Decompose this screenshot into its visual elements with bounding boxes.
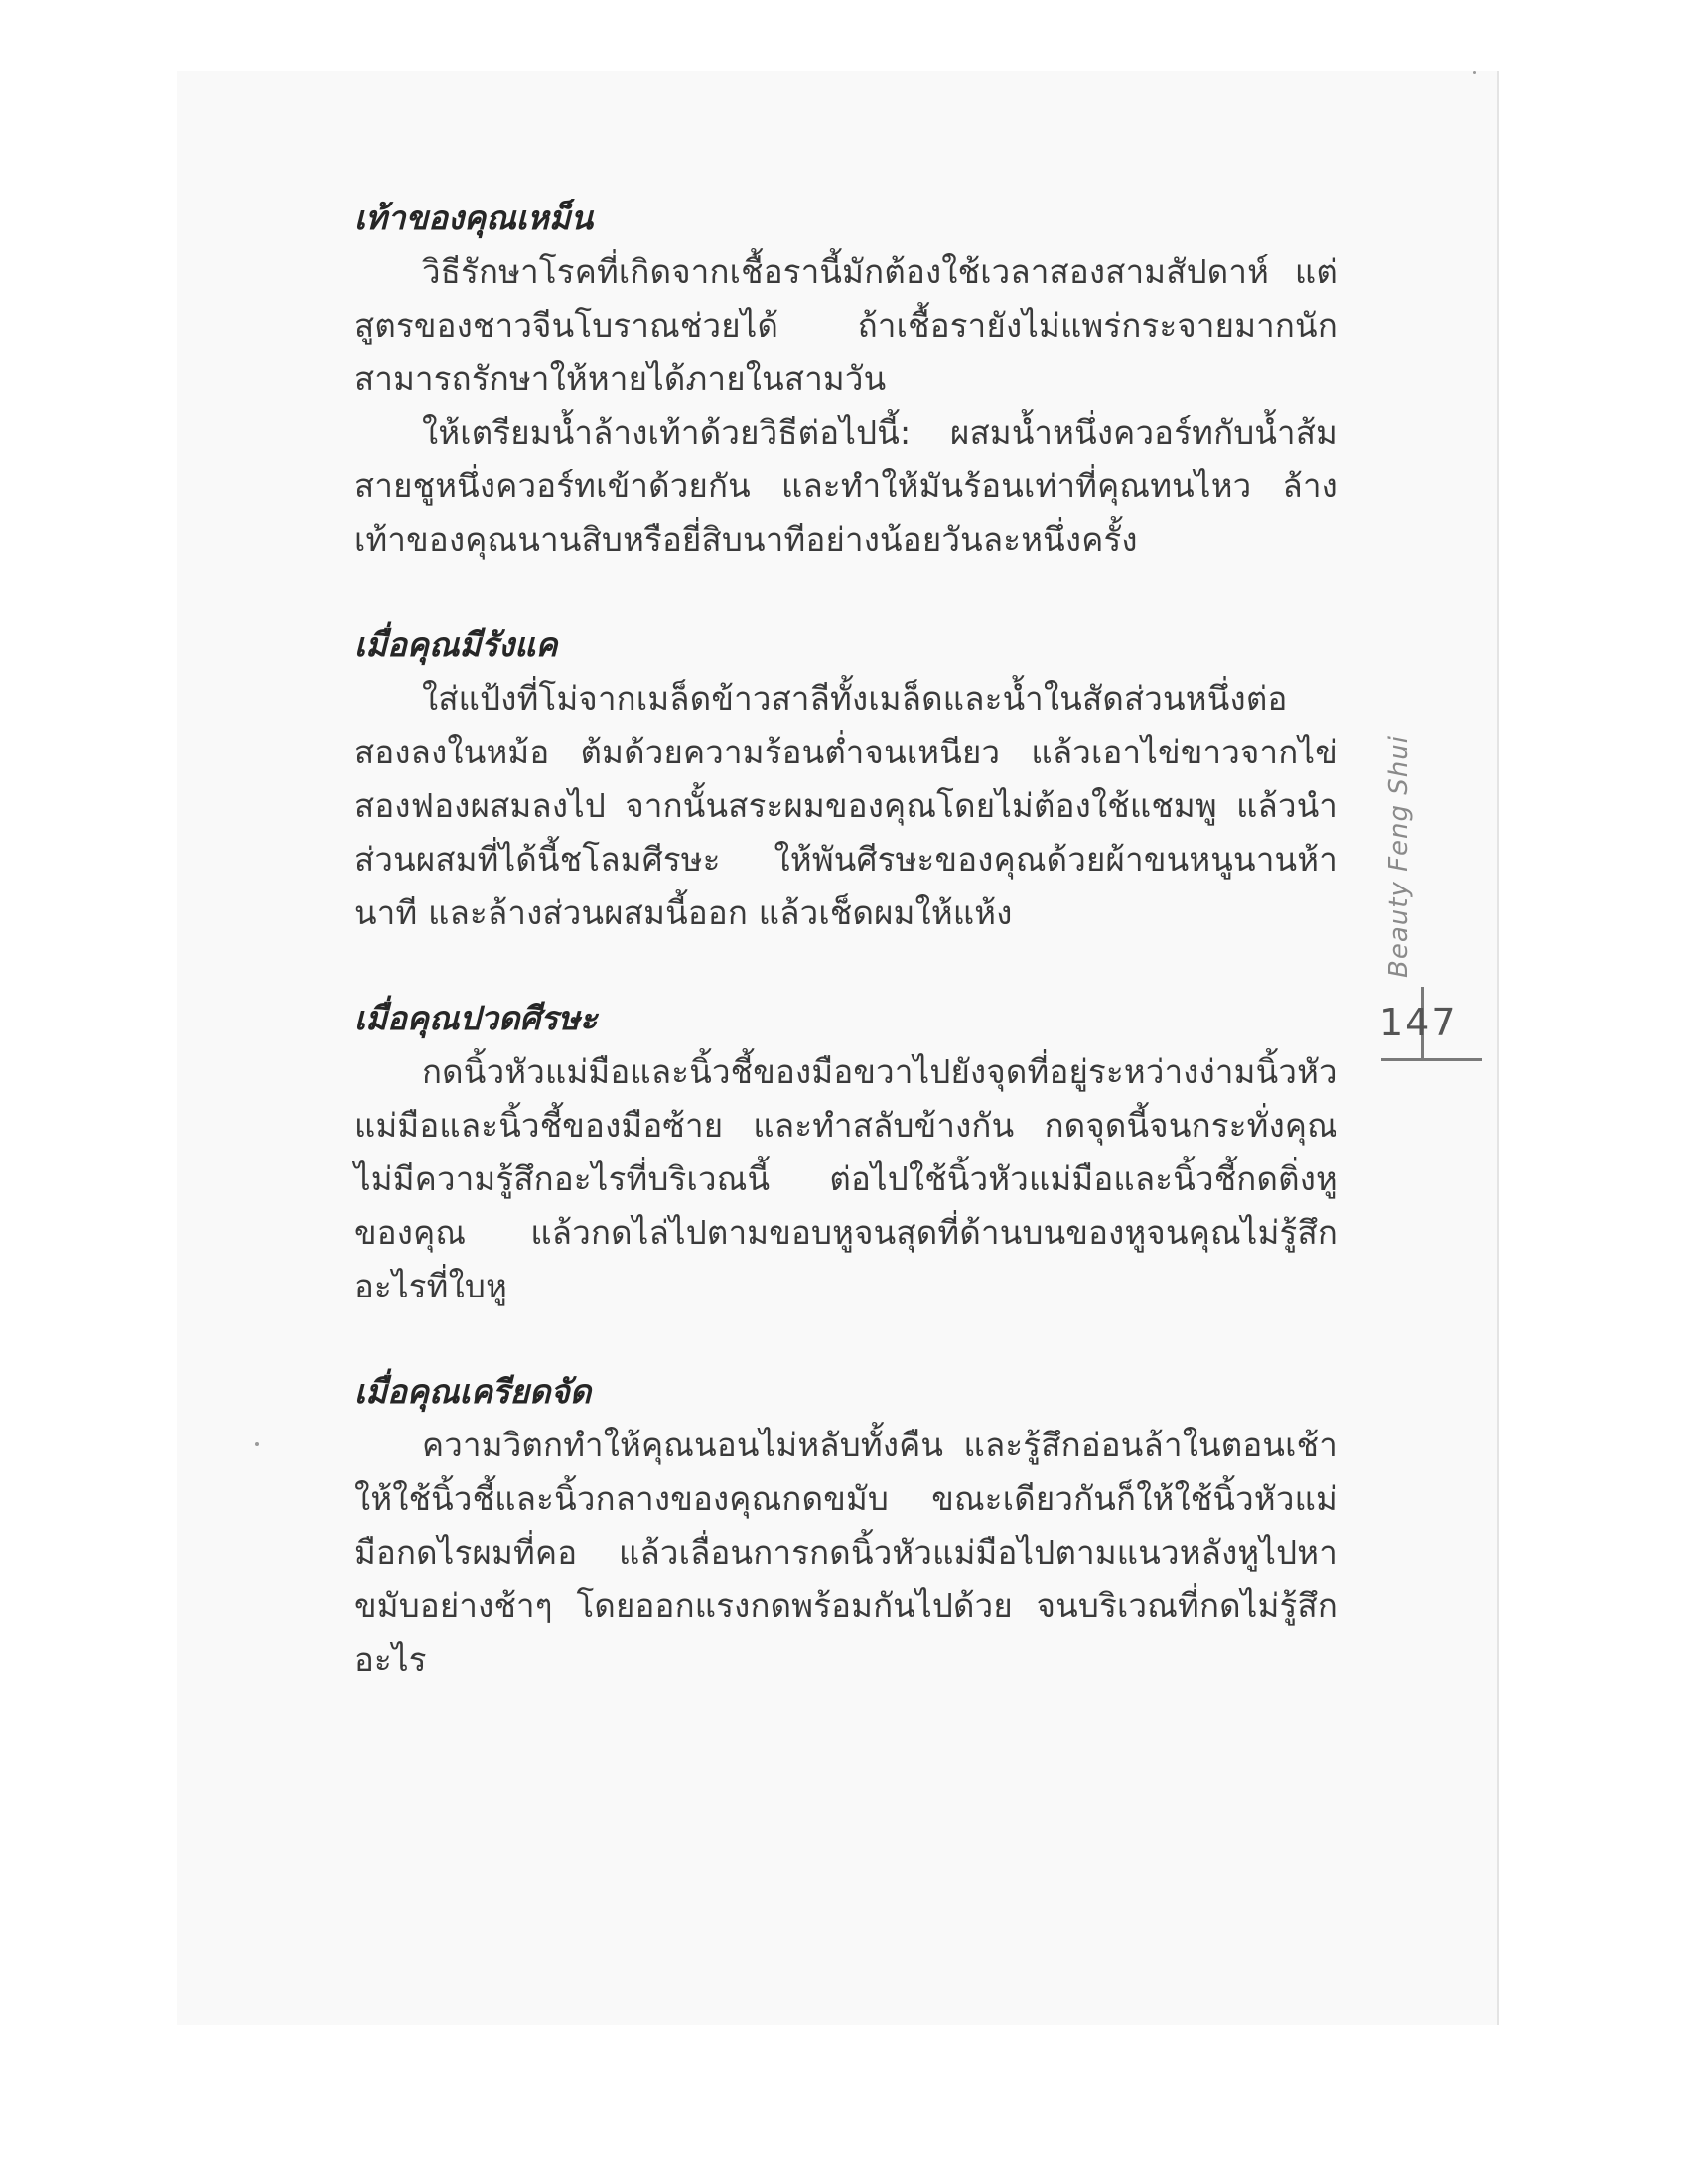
- paragraph: ความวิตกทำให้คุณนอนไม่หลับทั้งคืน และรู้สึกอ่อนล้าในตอนเช้า ให้ใช้นิ้วชี้และนิ้วกลางของคุณกดขมับ ขณะเดียวกันก็ให้ใช้นิ้วหัวแม่มือกดไรผมที่คอ แล้วเลื่อนการกดนิ้วหัวแม่มือไปตามแนวหลังหูไปหาขมับอย่างช้าๆ โดยออกแรงกดพร้อมกันไปด้วย จนบริเวณที่กดไม่รู้สึกอะไร: [354, 1426, 1337, 1679]
- page-number: 147: [1379, 1001, 1458, 1044]
- paragraph: ใส่แป้งที่โม่จากเมล็ดข้าวสาลีทั้งเมล็ดและน้ำในสัดส่วนหนึ่งต่อสองลงในหม้อ ต้มด้วยความร้อนต่ำจนเหนียว แล้วเอาไข่ขาวจากไข่สองฟองผสมลงไป จากนั้นสระผมของคุณโดยไม่ต้องใช้แชมพู แล้วนำส่วนผสมที่ได้นี้ชโลมศีรษะ ให้พันศีรษะของคุณด้วยผ้าขนหนูนานห้านาที และล้างส่วนผสมนี้ออก แล้วเช็ดผมให้แห้ง: [354, 679, 1337, 932]
- section-smelly-feet: [354, 192, 1337, 567]
- section-dandruff: [354, 618, 1337, 940]
- section-heading: เมื่อคุณปวดศีรษะ: [354, 999, 598, 1037]
- section-heading: เมื่อคุณมีรังแค: [354, 625, 558, 664]
- section-heading: เมื่อคุณเครียดจัด: [354, 1372, 592, 1411]
- section-stress: [354, 1365, 1337, 1687]
- scan-speck: [1473, 71, 1476, 74]
- section-heading: เท้าของคุณเหม็น: [354, 199, 594, 237]
- running-title: Beauty Feng Shui: [1384, 735, 1414, 978]
- paragraph: กดนิ้วหัวแม่มือและนิ้วชี้ของมือขวาไปยังจุดที่อยู่ระหว่างง่ามนิ้วหัวแม่มือและนิ้วชี้ของมือซ้าย และทำสลับข้างกัน กดจุดนี้จนกระทั่งคุณไม่มีความรู้สึกอะไรที่บริเวณนี้ ต่อไปใช้นิ้วหัวแม่มือและนิ้วชี้กดติ่งหูของคุณ แล้วกดไล่ไปตามขอบหูจนสุดที่ด้านบนของหูจนคุณไม่รู้สึกอะไรที่ใบหู: [354, 1052, 1337, 1305]
- paragraph: ให้เตรียมน้ำล้างเท้าด้วยวิธีต่อไปนี้: ผสมน้ำหนึ่งควอร์ทกับน้ำส้มสายชูหนึ่งควอร์ทเข้าด้วยกัน และทำให้มันร้อนเท่าที่คุณทนไหว ล้างเท้าของคุณนานสิบหรือยี่สิบนาทีอย่างน้อยวันละหนึ่งครั้ง: [354, 413, 1337, 559]
- scan-speck: [255, 1442, 259, 1446]
- paragraph: วิธีรักษาโรคที่เกิดจากเชื้อรานี้มักต้องใช้เวลาสองสามสัปดาห์ แต่สูตรของชาวจีนโบราณช่วยได้ ถ้าเชื้อรายังไม่แพร่กระจายมากนัก สามารถรักษาให้หายได้ภายในสามวัน: [354, 252, 1337, 398]
- page-content: [354, 192, 1337, 1687]
- page-tab-rule: [1381, 1058, 1482, 1061]
- scan-edge: [1497, 71, 1499, 2025]
- section-headache: [354, 992, 1337, 1313]
